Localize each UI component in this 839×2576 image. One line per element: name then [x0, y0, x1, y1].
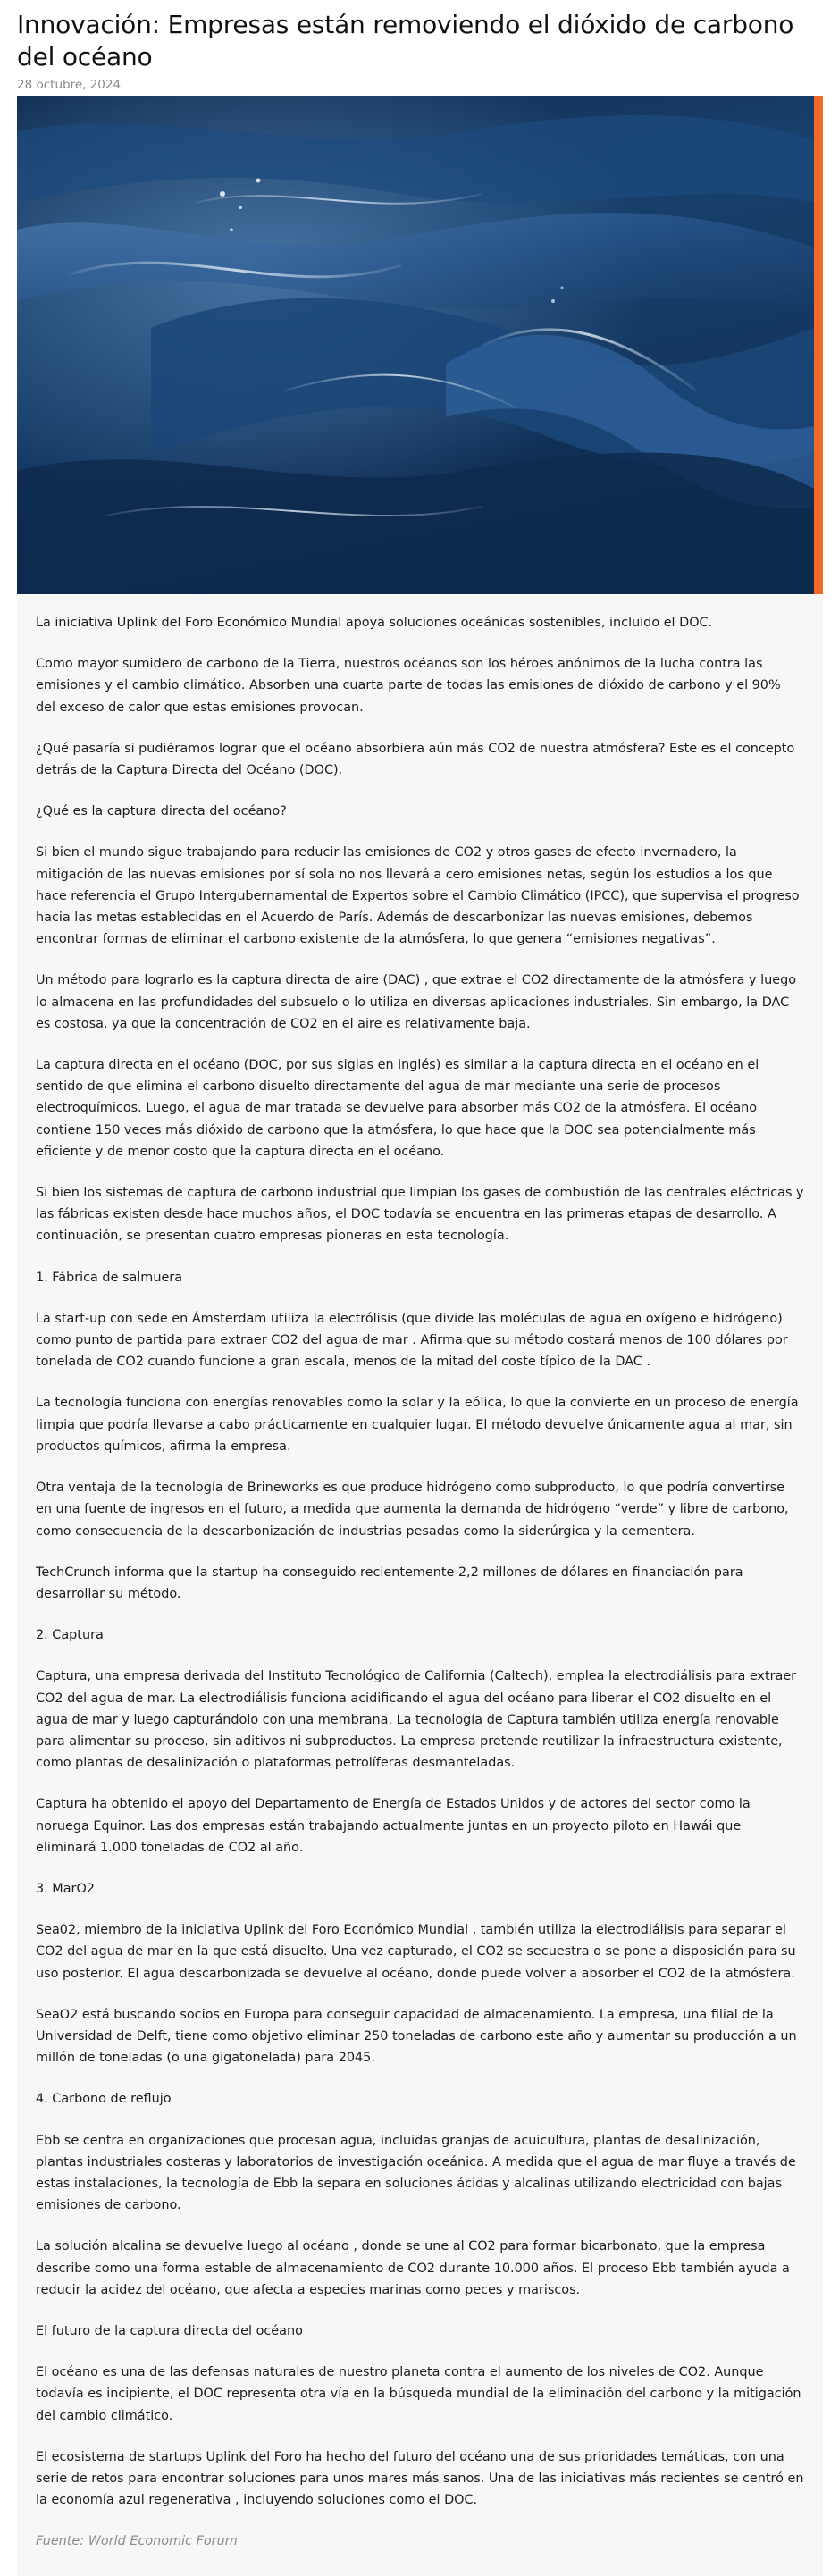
paragraph: Como mayor sumidero de carbono de la Tierra, nuestros océanos son los héroes anónimos de la lucha contra las emisiones y el cambio climático. Absorben una cuarta parte de todas las emisiones de dióxido de carbono y el 90% del exceso de calor que estas emisiones provocan.	[36, 657, 781, 715]
section-heading: 3. MarO2	[36, 1881, 95, 1896]
paragraph: Sea02, miembro de la iniciativa Uplink del Foro Económico Mundial , también utiliza la electrodiálisis para separar el CO2 del agua de mar en la que está disuelto. Una vez capturado, el CO2 se secuestra o se pone a disposición para su uso posterior. El agua descarbonizada se devuelve al océano, donde puede volver a absorber el CO2 de la atmósfera.	[36, 1923, 796, 1981]
section-heading: 4. Carbono de reflujo	[36, 2092, 172, 2107]
paragraph: El ecosistema de startups Uplink del Foro ha hecho del futuro del océano una de sus prioridades temáticas, con una serie de retos para encontrar soluciones para unos mares más sanos. Una de las iniciativas más recientes se centró en la economía azul regenerativa , incluyendo soluciones como el DOC.	[36, 2449, 804, 2508]
paragraph: La solución alcalina se devuelve luego al océano , donde se une al CO2 para formar bicarbonato, que la empresa describe como una forma estable de almacenamiento de CO2 durante 10.000 años. El proceso Ebb también ayuda a reducir la acidez del océano, que afecta a especies marinas como peces y mariscos.	[36, 2239, 790, 2297]
section-heading: 1. Fábrica de salmuera	[36, 1270, 183, 1285]
article-source: Fuente: World Economic Forum	[36, 2534, 238, 2549]
paragraph: La captura directa en el océano (DOC, por sus siglas en inglés) es similar a la captura directa en el océano en el sentido de que elimina el carbono disuelto directamente del agua de mar mediante una serie de procesos electroquímicos. Luego, el agua de mar tratada se devuelve para absorber más CO2 de la atmósfera. El océano contiene 150 veces más dióxido de carbono que la atmósfera, lo que hace que la DOC sea potencialmente más eficiente y de menor costo que la captura directa en el océano.	[36, 1058, 759, 1159]
paragraph: La start-up con sede en Ámsterdam utiliza la electrólisis (que divide las moléculas de agua en oxígeno e hidrógeno) como punto de partida para extraer CO2 del agua de mar . Afirma que su método costará menos de 100 dólares por tonelada de CO2 cuando funcione a gran escala, menos de la mitad del coste típico de la DAC .	[36, 1311, 788, 1370]
accent-bar	[814, 96, 823, 594]
paragraph: La iniciativa Uplink del Foro Económico Mundial apoya soluciones oceánicas sostenibles, incluido el DOC.	[36, 616, 713, 630]
section-heading: El futuro de la captura directa del océano	[36, 2323, 303, 2338]
article-title: Innovación: Empresas están removiendo el dióxido de carbono del océano	[17, 10, 794, 71]
article-body	[17, 594, 823, 2576]
paragraph: Otra ventaja de la tecnología de Brineworks es que produce hidrógeno como subproducto, lo que podría convertirse en una fuente de ingresos en el futuro, a medida que aumenta la demanda de hidrógeno “verde” y libre de carbono, como consecuencia de la descarbonización de industrias pesadas como la siderúrgica y la cementera.	[36, 1481, 789, 1539]
section-heading: 2. Captura	[36, 1628, 104, 1643]
paragraph: Un método para lograrlo es la captura directa de aire (DAC) , que extrae el CO2 directamente de la atmósfera y luego lo almacena en las profundidades del subsuelo o lo utiliza en diversas aplicaciones industriales. Sin embargo, la DAC es costosa, ya que la concentración de CO2 en el aire es relativamente baja.	[36, 973, 797, 1031]
paragraph: Si bien los sistemas de captura de carbono industrial que limpian los gases de combustión de las centrales eléctricas y las fábricas existen desde hace muchos años, el DOC todavía se encuentra en las primeras etapas de desarrollo. A continuación, se presentan cuatro empresas pioneras en esta tecnología.	[36, 1186, 804, 1244]
paragraph: El océano es una de las defensas naturales de nuestro planeta contra el aumento de los niveles de CO2. Aunque todavía es incipiente, el DOC representa otra vía en la búsqueda mundial de la eliminación del carbono y la mitigación del cambio climático.	[36, 2365, 801, 2423]
paragraph: Captura, una empresa derivada del Instituto Tecnológico de California (Caltech), emplea la electrodiálisis para extraer CO2 del agua de mar. La electrodiálisis funciona acidificando el agua del océano para liberar el CO2 disuelto en el agua de mar y luego capturándolo con una membrana. La tecnología de Captura también utiliza energía renovable para alimentar su proceso, sin aditivos ni subproductos. La empresa pretende reutilizar la infraestructura existente, como plantas de desalinización o plataformas petrolíferas desmanteladas.	[36, 1669, 797, 1771]
paragraph: Captura ha obtenido el apoyo del Departamento de Energía de Estados Unidos y de actores del sector como la noruega Equinor. Las dos empresas están trabajando actualmente juntas en un proyecto piloto en Hawái que eliminará 1.000 toneladas de CO2 al año.	[36, 1797, 751, 1855]
section-heading: ¿Qué es la captura directa del océano?	[36, 804, 287, 819]
paragraph: Ebb se centra en organizaciones que procesan agua, incluidas granjas de acuicultura, plantas de desalinización, plantas industriales costeras y laboratorios de investigación oceánica. A medida que el agua de mar fluye a través de estas instalaciones, la tecnología de Ebb la separa en soluciones ácidas y alcalinas utilizando electricidad con bajas emisiones de carbono.	[36, 2133, 796, 2213]
paragraph: La tecnología funciona con energías renovables como la solar y la eólica, lo que la convierte en un proceso de energía limpia que podría llevarse a cabo prácticamente en cualquier lugar. El método devuelve únicamente agua al mar, sin productos químicos, afirma la empresa.	[36, 1396, 799, 1454]
hero-image	[17, 96, 823, 594]
ocean-waves-photo	[17, 96, 814, 594]
paragraph: ¿Qué pasaría si pudiéramos lograr que el océano absorbiera aún más CO2 de nuestra atmósfera? Este es el concepto detrás de la Captura Directa del Océano (DOC).	[36, 741, 795, 778]
paragraph: SeaO2 está buscando socios en Europa para conseguir capacidad de almacenamiento. La empresa, una filial de la Universidad de Delft, tiene como objetivo eliminar 250 toneladas de carbono este año y aumentar su producción a un millón de toneladas (o una gigatonelada) para 2045.	[36, 2007, 797, 2066]
article-date: 28 octubre, 2024	[17, 78, 122, 92]
paragraph: Si bien el mundo sigue trabajando para reducir las emisiones de CO2 y otros gases de efecto invernadero, la mitigación de las nuevas emisiones por sí sola no nos llevará a cero emisiones netas, según los estudios a los que hace referencia el Grupo Intergubernamental de Expertos sobre el Cambio Climático (IPCC), que supervisa el progreso hacia las metas establecidas en el Acuerdo de París. Además de descarbonizar las nuevas emisiones, debemos encontrar formas de eliminar el carbono existente de la atmósfera, lo que genera “emisiones negativas”.	[36, 845, 800, 947]
paragraph: TechCrunch informa que la startup ha conseguido recientemente 2,2 millones de dólares en financiación para desarrollar su método.	[36, 1565, 743, 1601]
